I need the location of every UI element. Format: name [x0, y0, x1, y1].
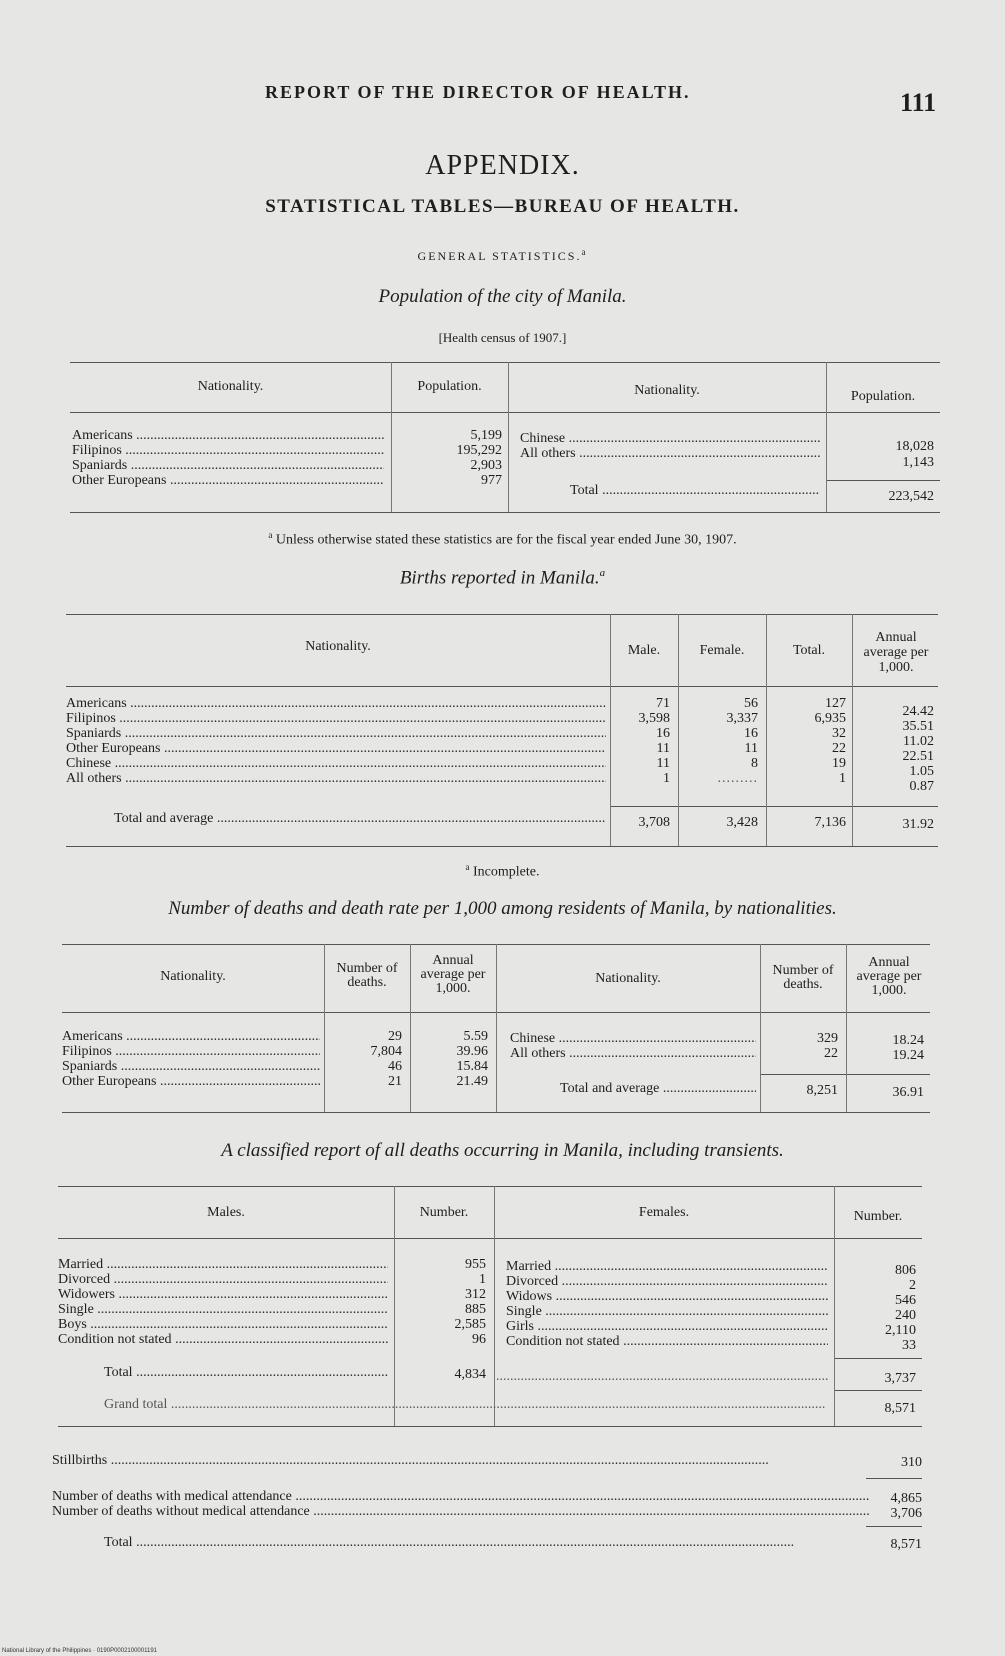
total-label: Total and average .....: [560, 1082, 756, 1096]
row-value: 1: [479, 1272, 486, 1287]
row-label: Spaniards .....: [62, 1060, 320, 1074]
female-total-leader: [496, 1370, 828, 1384]
stillbirths-label: Stillbirths .....: [52, 1454, 870, 1468]
footnote-mark: a: [581, 247, 588, 257]
row-label: Divorced .....: [58, 1273, 388, 1287]
header-female: Female.: [699, 643, 745, 658]
appendix-heading: APPENDIX.: [425, 150, 580, 181]
footnote-mark: a: [599, 567, 606, 579]
deaths-total: 8,251: [806, 1083, 838, 1098]
row-label: Single .....: [506, 1305, 828, 1319]
without-medical-label: Number of deaths without medical attendance .....: [52, 1505, 870, 1519]
deaths-value: 329: [817, 1031, 838, 1046]
table-rule: [826, 362, 827, 512]
row-label: Condition not stated .....: [506, 1335, 828, 1349]
header-number: Number.: [853, 1209, 903, 1224]
female-value: 56: [744, 696, 758, 711]
header-population: Population.: [417, 379, 482, 394]
male-value: 71: [656, 696, 670, 711]
male-value: 1: [663, 771, 670, 786]
row-label: Chinese .....: [520, 432, 820, 446]
table-rule: [760, 1074, 930, 1075]
average-value: 19.24: [892, 1048, 924, 1063]
table-rule: [66, 846, 938, 847]
female-value: 11: [744, 741, 758, 756]
table-rule: [846, 944, 847, 1112]
classified-caption: A classified report of all deaths occurring in Manila, including transients.: [221, 1140, 784, 1161]
table-rule: [410, 944, 411, 1112]
summary-total-label: Total .....: [104, 1536, 870, 1550]
total-label: Total .....: [570, 484, 820, 498]
table-rule: [70, 412, 940, 413]
deaths-value: 46: [388, 1059, 402, 1074]
row-label: Americans .....: [62, 1030, 320, 1044]
header-number: Number.: [419, 1205, 469, 1220]
row-value: 96: [472, 1332, 486, 1347]
female-total: 3,737: [884, 1371, 916, 1386]
row-label: Widowers .....: [58, 1288, 388, 1302]
deaths-value: 21: [388, 1074, 402, 1089]
average-total: 31.92: [902, 817, 934, 832]
footnote-mark: a: [268, 530, 273, 540]
table-rule: [58, 1426, 922, 1427]
header-total: Total.: [792, 643, 826, 658]
population-footnote: $^a$ Unless otherwise stated these statistics are for the fiscal year ended June 30, 1907.: [268, 530, 737, 548]
table-rule: [62, 1112, 930, 1113]
header-nationality: Nationality.: [160, 969, 226, 984]
header-annual-average: Annual average per 1,000.: [856, 955, 922, 998]
table-rule: [496, 944, 497, 1112]
grand-total: 8,571: [884, 1401, 916, 1416]
table-rule: [66, 614, 938, 615]
total-value: 127: [825, 696, 846, 711]
row-value: 2,110: [885, 1323, 916, 1338]
average-value: 21.49: [456, 1074, 488, 1089]
with-medical-value: 4,865: [890, 1491, 922, 1506]
row-value: 977: [481, 473, 502, 488]
row-value: 312: [465, 1287, 486, 1302]
row-label: Single .....: [58, 1303, 388, 1317]
population-caption: Population of the city of Manila.: [378, 286, 627, 307]
table-rule: [834, 1390, 922, 1391]
table-rule: [70, 362, 940, 363]
row-value: 806: [895, 1263, 916, 1278]
row-label: Boys .....: [58, 1318, 388, 1332]
row-value: 885: [465, 1302, 486, 1317]
average-value: 1.05: [909, 764, 934, 779]
row-value: 5,199: [470, 428, 502, 443]
deaths-caption: Number of deaths and death rate per 1,000 among residents of Manila, by nationalities.: [168, 898, 837, 919]
male-value: 11: [656, 756, 670, 771]
grand-total-label: Grand total .....: [104, 1398, 826, 1412]
row-label: Filipinos .....: [72, 444, 384, 458]
male-value: 16: [656, 726, 670, 741]
row-label: All others .....: [520, 447, 820, 461]
table-rule: [852, 614, 853, 846]
male-value: 3,598: [638, 711, 670, 726]
row-label: Widows .....: [506, 1290, 828, 1304]
header-nationality: Nationality.: [305, 639, 371, 654]
female-value: 8: [751, 756, 758, 771]
summary-total-value: 8,571: [890, 1537, 922, 1552]
average-value: 22.51: [902, 749, 934, 764]
average-value: 35.51: [902, 719, 934, 734]
general-statistics-heading: GENERAL STATISTICS.$^a$: [417, 247, 588, 263]
header-annual-average: Annual average per 1,000.: [420, 953, 486, 996]
header-number-of-deaths: Number of deaths.: [336, 961, 398, 990]
with-medical-label: Number of deaths with medical attendance .....: [52, 1490, 870, 1504]
row-label: Condition not stated .....: [58, 1333, 388, 1347]
row-label: Other Europeans .....: [62, 1075, 320, 1089]
male-total: 4,834: [454, 1367, 486, 1382]
average-value: 11.02: [903, 734, 934, 749]
table-rule: [834, 1358, 922, 1359]
female-value-empty: .........: [717, 771, 758, 786]
total-value: 22: [832, 741, 846, 756]
row-label: Other Europeans .....: [72, 474, 384, 488]
row-value: 33: [902, 1338, 916, 1353]
row-value: 2: [909, 1278, 916, 1293]
header-annual-average: Annual average per 1,000.: [863, 630, 929, 675]
average-value: 15.84: [456, 1059, 488, 1074]
table-rule: [494, 1186, 495, 1426]
table-rule: [324, 944, 325, 1112]
table-rule: [394, 1186, 395, 1426]
average-value: 0.87: [909, 779, 934, 794]
row-label: Americans .....: [72, 429, 384, 443]
female-total: 3,428: [726, 815, 758, 830]
row-label: All others .....: [510, 1047, 756, 1061]
row-value: 2,903: [470, 458, 502, 473]
table-rule: [826, 480, 940, 481]
row-label: Chinese .....: [510, 1032, 756, 1046]
deaths-value: 7,804: [370, 1044, 402, 1059]
row-label: All others .....: [66, 772, 606, 786]
table-rule: [760, 944, 761, 1112]
row-value: 1,143: [902, 455, 934, 470]
deaths-value: 22: [824, 1046, 838, 1061]
row-label: Spaniards .....: [72, 459, 384, 473]
table-rule: [866, 1478, 922, 1479]
table-rule: [70, 512, 940, 513]
table-rule: [58, 1186, 922, 1187]
average-value: 5.59: [463, 1029, 488, 1044]
row-label: Chinese .....: [66, 757, 606, 771]
total-value: 32: [832, 726, 846, 741]
statistical-tables-heading: STATISTICAL TABLES—BUREAU OF HEALTH.: [265, 196, 740, 217]
average-total: 36.91: [892, 1085, 924, 1100]
row-label: Filipinos .....: [66, 712, 606, 726]
male-total: 3,708: [638, 815, 670, 830]
header-male: Male.: [627, 643, 661, 658]
row-value: 546: [895, 1293, 916, 1308]
footnote-mark: a: [465, 862, 470, 872]
stillbirths-value: 310: [901, 1455, 922, 1470]
header-females: Females.: [638, 1205, 690, 1220]
header-males: Males.: [207, 1205, 245, 1220]
row-value: 195,292: [456, 443, 502, 458]
table-rule: [58, 1238, 922, 1239]
births-caption: Births reported in Manila.$^a$: [399, 567, 606, 589]
female-value: 16: [744, 726, 758, 741]
row-label: Married .....: [506, 1260, 828, 1274]
table-rule: [610, 806, 938, 807]
total-value: 223,542: [888, 489, 934, 504]
row-label: Filipinos .....: [62, 1045, 320, 1059]
deaths-value: 29: [388, 1029, 402, 1044]
total-value: 19: [832, 756, 846, 771]
row-value: 2,585: [454, 1317, 486, 1332]
row-label: Girls .....: [506, 1320, 828, 1334]
grand-total: 7,136: [814, 815, 846, 830]
average-value: 39.96: [456, 1044, 488, 1059]
population-source: [Health census of 1907.]: [438, 330, 567, 345]
table-rule: [66, 686, 938, 687]
row-value: 18,028: [895, 439, 934, 454]
row-label: Spaniards .....: [66, 727, 606, 741]
without-medical-value: 3,706: [890, 1506, 922, 1521]
male-value: 11: [656, 741, 670, 756]
row-label: Americans .....: [66, 697, 606, 711]
total-value: 6,935: [814, 711, 846, 726]
total-label: Total and average .....: [114, 812, 606, 826]
page-number: 111: [900, 88, 937, 117]
births-footnote: $^a$ Incomplete.: [465, 862, 540, 880]
header-nationality: Nationality.: [197, 379, 264, 394]
average-value: 18.24: [892, 1033, 924, 1048]
total-value: 1: [839, 771, 846, 786]
header-nationality: Nationality.: [595, 971, 661, 986]
row-label: Married .....: [58, 1258, 388, 1272]
table-rule: [866, 1526, 922, 1527]
female-value: 3,337: [726, 711, 758, 726]
row-value: 955: [465, 1257, 486, 1272]
total-label: Total .....: [104, 1366, 388, 1380]
header-number-of-deaths: Number of deaths.: [772, 963, 834, 992]
header-nationality: Nationality.: [634, 383, 700, 398]
row-value: 240: [895, 1308, 916, 1323]
row-label: Divorced .....: [506, 1275, 828, 1289]
running-title: REPORT OF THE DIRECTOR OF HEALTH.: [265, 82, 691, 102]
row-label: Other Europeans .....: [66, 742, 606, 756]
average-value: 24.42: [902, 704, 934, 719]
header-population: Population.: [850, 389, 916, 404]
library-footer: National Library of the Philippines · 0190P0002100001191: [2, 1648, 158, 1654]
